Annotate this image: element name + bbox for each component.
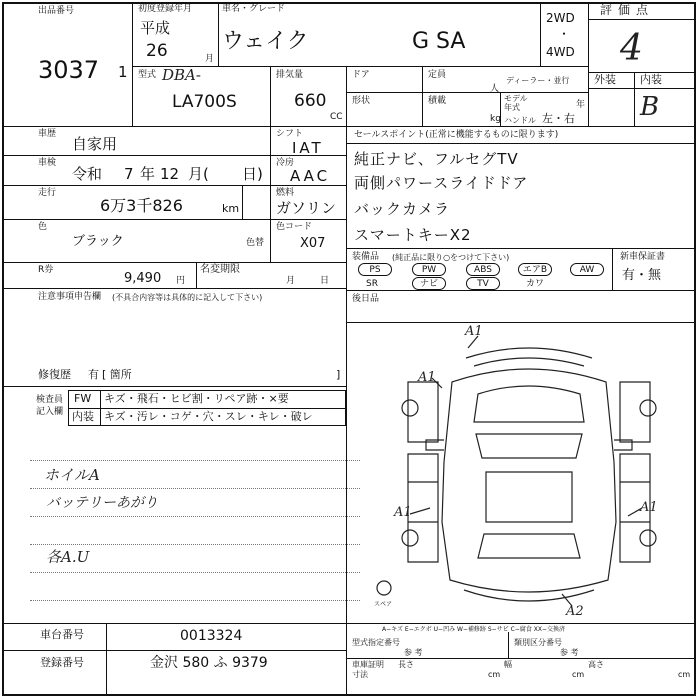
inspector-label2: 記入欄 [36, 407, 64, 417]
shift-label: シフト [276, 129, 304, 139]
divider [346, 623, 347, 696]
lot-label: 出品番号 [38, 6, 75, 16]
score-value: 4 [620, 28, 643, 69]
score-label: 評価点 [600, 3, 655, 17]
model-label: 車名・グレード [222, 4, 286, 14]
divider [508, 632, 509, 658]
divider [2, 288, 346, 289]
divider [588, 2, 589, 126]
reg-month-unit: 月 [205, 54, 215, 64]
divider [196, 262, 197, 288]
chassis-label: 車台番号 [40, 628, 84, 641]
equip-sr: SR [366, 279, 378, 289]
inspection-year: 7 [124, 165, 134, 183]
divider [346, 143, 696, 144]
divider [2, 126, 696, 127]
divider [588, 88, 696, 89]
inspection-label: 車検 [38, 158, 57, 168]
inspection-era: 令和 [72, 165, 103, 183]
divider [2, 185, 346, 186]
ac-value: AAC [290, 167, 331, 185]
damage-mark-right: A1 [640, 500, 658, 515]
year-model-unit: 年 [576, 100, 586, 110]
check-fw-code: FW [74, 392, 92, 405]
dims-length-unit: cm [488, 670, 501, 679]
disp-label: 排気量 [276, 70, 304, 80]
class-no-label: 類別区分番号 [514, 638, 562, 647]
shift-value: IAT [292, 139, 324, 157]
damage-legend: A−キズ E−エクボ U−凹み W−補修跡 S−サビ C−腐食 XX−交換済 [382, 626, 565, 633]
ruled-line [30, 600, 360, 601]
divider [346, 248, 696, 249]
int-value: B [640, 92, 660, 122]
mileage-value: 6万3千826 [100, 196, 183, 215]
form-spec-label: 型式指定番号 [352, 638, 400, 647]
note-3: 各A.U [46, 548, 90, 566]
name-change-label: 名変期限 [200, 264, 240, 275]
dims-width-unit: cm [572, 670, 585, 679]
ruled-line [30, 516, 360, 517]
year-model-label: モデル [504, 94, 528, 103]
type-label: 型式 [138, 70, 157, 80]
equip-tv: TV [466, 277, 500, 290]
color-code-value: X07 [300, 236, 326, 251]
sales-label: セールスポイント(正常に機能するものに限ります) [354, 130, 559, 140]
color-change-label: 色替 [246, 238, 265, 248]
fuel-value: ガソリン [276, 199, 337, 217]
inspection-y-unit: 年 [140, 165, 156, 183]
drive-4wd: 4WD [546, 45, 575, 59]
divider [2, 386, 346, 387]
repair-bracket: [ 箇所 [102, 368, 132, 381]
dims-label2: 寸法 [352, 670, 368, 679]
ext-label: 外装 [594, 73, 616, 86]
sales-point-3: バックカメラ [354, 200, 451, 218]
divider [242, 185, 243, 219]
seats-label: 定員 [428, 70, 447, 80]
dims-width: 幅 [504, 660, 512, 669]
divider [588, 19, 696, 20]
equip-abs: ABS [466, 263, 500, 276]
divider [540, 2, 541, 66]
doors-label: ドア [352, 70, 370, 80]
seats-unit: 人 [490, 84, 500, 94]
reg-label: 初度登録年月 [138, 4, 193, 14]
divider [422, 66, 423, 126]
color-value: ブラック [72, 234, 124, 249]
recycle-unit: 円 [176, 276, 186, 286]
form-spec-ref: 参 考 [404, 648, 423, 657]
damage-mark-rear: A2 [566, 604, 584, 619]
divider [2, 155, 346, 156]
equip-airbag: エアB [518, 263, 552, 276]
sales-point-1: 純正ナビ、フルセグTV [354, 150, 519, 168]
check-in-text: キズ・汚レ・コゲ・穴・スレ・キレ・破レ [104, 410, 313, 423]
name-change-month: 月 [286, 276, 296, 286]
divider [100, 390, 101, 426]
lot-suffix: 1 [118, 63, 128, 81]
dims-label: 車庫証明 [352, 660, 384, 669]
sales-point-4: スマートキーX2 [354, 226, 472, 244]
recycle-value: 9,490 [124, 271, 162, 286]
divider [2, 262, 346, 263]
ruled-line [30, 572, 360, 573]
shape-label: 形状 [352, 96, 371, 106]
ruled-line [30, 460, 360, 461]
equip-ps: PS [358, 263, 392, 276]
disp-value: 660 [294, 91, 327, 111]
handle-value: 左・右 [542, 112, 575, 125]
divider [346, 92, 588, 93]
inspection-month: 12 [160, 165, 180, 183]
mileage-unit: km [222, 202, 240, 215]
damage-mark-left: A1 [394, 505, 412, 520]
divider [612, 248, 613, 290]
class-no-ref: 参 考 [560, 648, 579, 657]
dims-height: 高さ [588, 660, 604, 669]
notes-hint: (不具合内容等は具体的に記入して下さい) [112, 293, 263, 302]
usage-label: 車歴 [38, 129, 57, 139]
handle-label: ハンドル [504, 116, 536, 125]
repair-value: 有 [88, 368, 99, 381]
color-label: 色 [38, 222, 48, 232]
ruled-line [30, 544, 360, 545]
divider [132, 2, 133, 126]
aftermarket-label: 後日品 [352, 294, 380, 304]
ac-label: 冷房 [276, 158, 295, 168]
divider [68, 408, 346, 409]
equip-pw: PW [412, 263, 446, 276]
repair-label: 修復歴 [38, 368, 71, 381]
equip-aw: AW [570, 263, 604, 276]
cargo-label: 積載 [428, 96, 447, 106]
dealer-label: ディーラー・並行 [506, 76, 570, 85]
inspection-m-unit: 月( [188, 165, 209, 183]
equipment-hint: (純正品に限り○をつけて下さい) [392, 253, 510, 262]
usage-value: 自家用 [72, 135, 118, 153]
drive-2wd: 2WD [546, 11, 575, 25]
warranty-value: 有・無 [622, 268, 662, 283]
drive-dot: ・ [558, 27, 571, 41]
dims-height-unit: cm [678, 670, 691, 679]
int-label: 内装 [640, 73, 662, 86]
model-name: ウェイク [222, 29, 309, 54]
warranty-label: 新車保証書 [620, 252, 666, 262]
divider [270, 126, 271, 262]
type-prefix: DBA- [162, 66, 201, 84]
model-grade: G SA [412, 29, 466, 54]
plate-value: 金沢 580 ふ 9379 [150, 655, 268, 671]
type-code: LA700S [172, 92, 237, 112]
divider [346, 290, 696, 291]
divider [106, 623, 107, 696]
damage-mark-hood: A1 [418, 370, 436, 385]
note-2: バッテリーあがり [46, 495, 158, 511]
divider [346, 66, 347, 126]
equip-navi: ナビ [412, 277, 446, 290]
color-code-label: 色コード [276, 222, 313, 232]
recycle-label: R券 [38, 265, 54, 275]
fuel-label: 燃料 [276, 188, 295, 198]
divider [346, 658, 696, 659]
inspection-close: 日) [242, 165, 263, 183]
repair-close: ] [336, 368, 341, 381]
year-model-label2: 年式 [504, 103, 520, 112]
divider [218, 2, 219, 66]
divider [500, 92, 501, 126]
spare-label: スペア [374, 601, 393, 608]
notes-label: 注意事項申告欄 [38, 292, 102, 302]
note-1: ホイルA [44, 466, 100, 484]
equip-leather: カワ [526, 279, 545, 289]
damage-mark-front: A1 [465, 324, 483, 339]
inspector-label: 検査員 [36, 395, 64, 405]
divider [634, 72, 635, 126]
sales-point-2: 両側パワースライドドア [354, 174, 529, 192]
divider [2, 219, 346, 220]
reg-year: 26 [146, 41, 168, 61]
mileage-label: 走行 [38, 188, 57, 198]
divider [270, 66, 271, 126]
reg-era: 平成 [140, 19, 171, 37]
plate-label: 登録番号 [40, 656, 84, 669]
car-diagram [346, 322, 696, 622]
dims-length: 長さ [398, 660, 414, 669]
chassis-value: 0013324 [180, 628, 243, 644]
ruled-line [30, 488, 360, 489]
check-in-code: 内装 [72, 410, 94, 423]
divider [2, 650, 346, 651]
lot-number: 3037 [38, 56, 100, 84]
equipment-label: 装備品 [352, 252, 380, 262]
name-change-day: 日 [320, 276, 330, 286]
cargo-unit: kg [490, 114, 501, 124]
disp-unit: CC [330, 112, 343, 122]
check-fw-text: キズ・飛石・ヒビ割・リペア跡・×要 [104, 392, 289, 405]
